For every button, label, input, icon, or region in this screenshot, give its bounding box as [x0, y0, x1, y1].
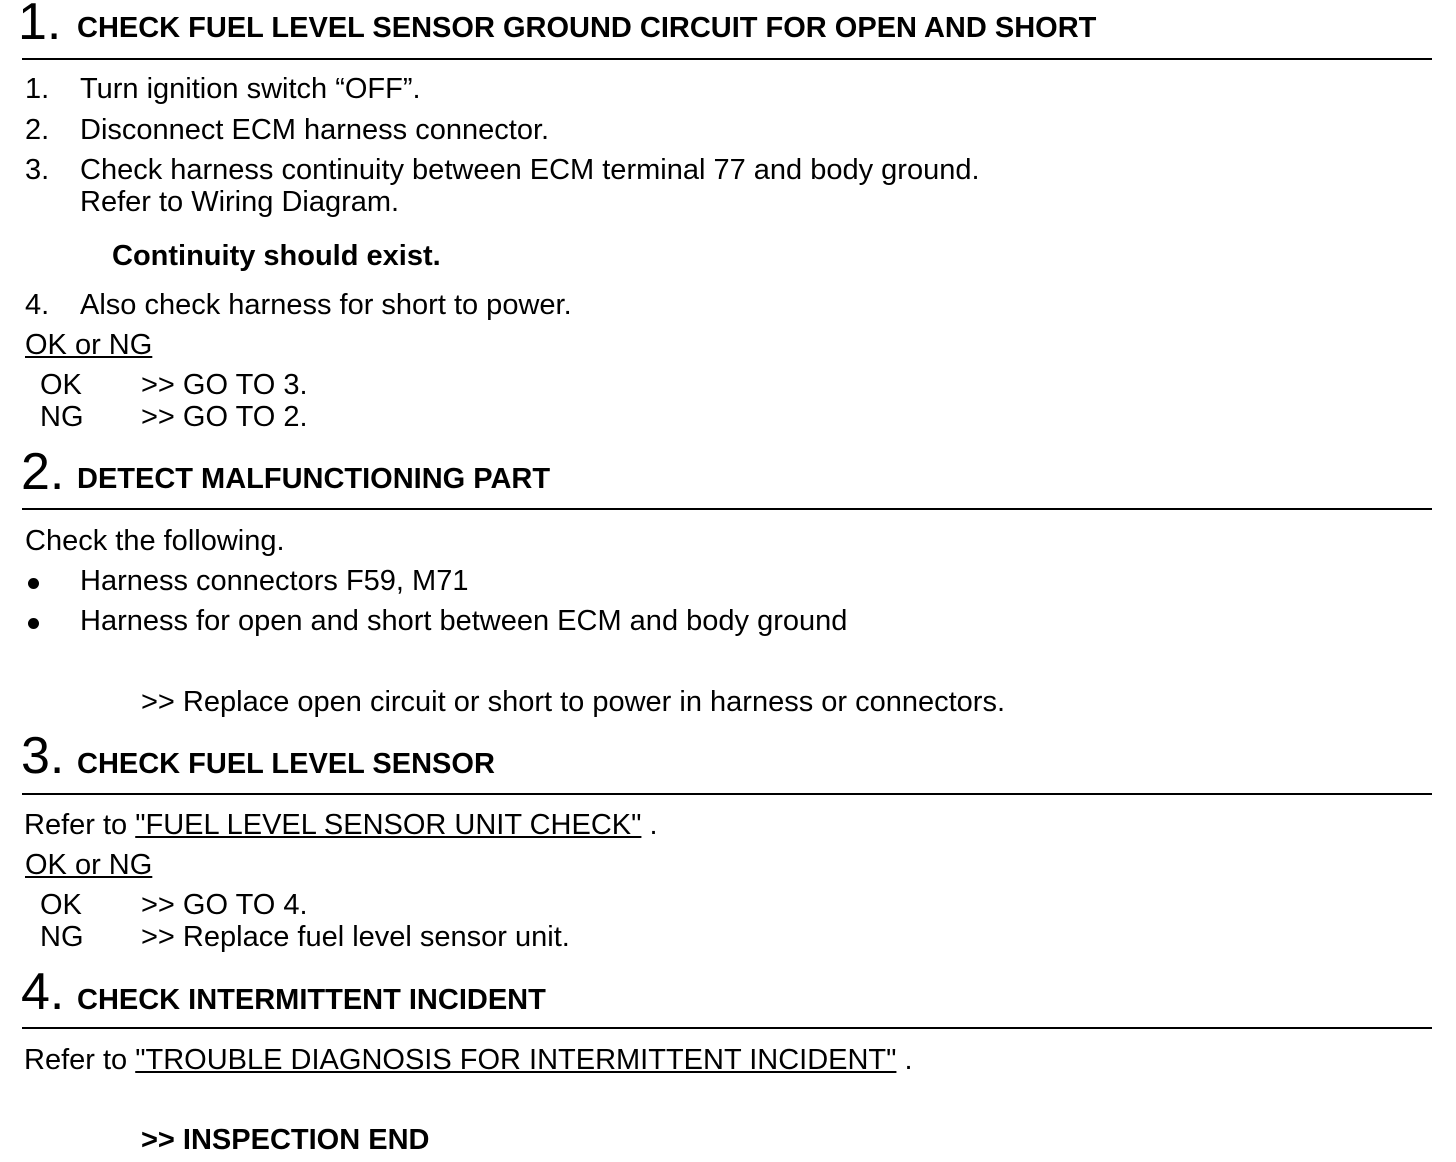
trouble-diagnosis-intermittent-incident-link[interactable]: "TROUBLE DIAGNOSIS FOR INTERMITTENT INCIDENT" — [135, 1044, 897, 1076]
check-intro: Check the following. — [25, 525, 285, 557]
section-4-title: CHECK INTERMITTENT INCIDENT — [77, 984, 546, 1016]
bullet-icon — [28, 578, 39, 589]
section-2-divider — [22, 508, 1432, 510]
repair-action: >> Replace open circuit or short to power in harness or connectors. — [141, 686, 1006, 718]
step-text: Turn ignition switch “OFF”. — [80, 73, 421, 105]
inspection-end: >> INSPECTION END — [141, 1124, 430, 1156]
refer-suffix: . — [896, 1044, 913, 1076]
section-4-number: 4. — [21, 963, 65, 1021]
result-ng-action: >> GO TO 2. — [141, 401, 308, 433]
refer-line — [24, 1046, 913, 1075]
ok-or-ng-header: OK or NG — [25, 849, 153, 881]
step-note: Refer to Wiring Diagram. — [80, 186, 400, 218]
step-text: Check harness continuity between ECM terminal 77 and body ground. — [80, 154, 980, 186]
section-2-number: 2. — [21, 443, 65, 501]
result-ok-label: OK — [40, 889, 82, 921]
section-3-title: CHECK FUEL LEVEL SENSOR — [77, 748, 495, 780]
refer-suffix: . — [641, 809, 658, 841]
result-ng-action: >> Replace fuel level sensor unit. — [141, 921, 570, 953]
section-4-divider — [22, 1027, 1432, 1029]
refer-line — [24, 811, 658, 840]
fuel-level-sensor-unit-check-link[interactable]: "FUEL LEVEL SENSOR UNIT CHECK" — [135, 809, 642, 841]
section-1-divider — [22, 58, 1432, 60]
step-number: 3. — [25, 154, 50, 186]
section-3-divider — [22, 793, 1432, 795]
result-ok-label: OK — [40, 369, 82, 401]
result-ok-action: >> GO TO 4. — [141, 889, 308, 921]
step-number: 4. — [25, 289, 50, 321]
refer-prefix: Refer to — [24, 809, 136, 841]
bullet-icon — [28, 618, 39, 629]
section-3-number: 3. — [21, 727, 65, 785]
section-2-title: DETECT MALFUNCTIONING PART — [77, 463, 551, 495]
ok-or-ng-header: OK or NG — [25, 329, 153, 361]
check-item: Harness for open and short between ECM and body ground — [80, 605, 848, 637]
step-text: Disconnect ECM harness connector. — [80, 114, 550, 146]
step-text: Also check harness for short to power. — [80, 289, 572, 321]
step-number: 1. — [25, 73, 50, 105]
check-item: Harness connectors F59, M71 — [80, 565, 469, 597]
result-ok-action: >> GO TO 3. — [141, 369, 308, 401]
result-ng-label: NG — [40, 401, 84, 433]
section-1-title: CHECK FUEL LEVEL SENSOR GROUND CIRCUIT FOR OPEN AND SHORT — [77, 12, 1097, 44]
refer-prefix: Refer to — [24, 1044, 136, 1076]
section-1-number: 1. — [18, 0, 62, 51]
result-ng-label: NG — [40, 921, 84, 953]
step-number: 2. — [25, 114, 50, 146]
continuity-spec: Continuity should exist. — [112, 240, 441, 272]
